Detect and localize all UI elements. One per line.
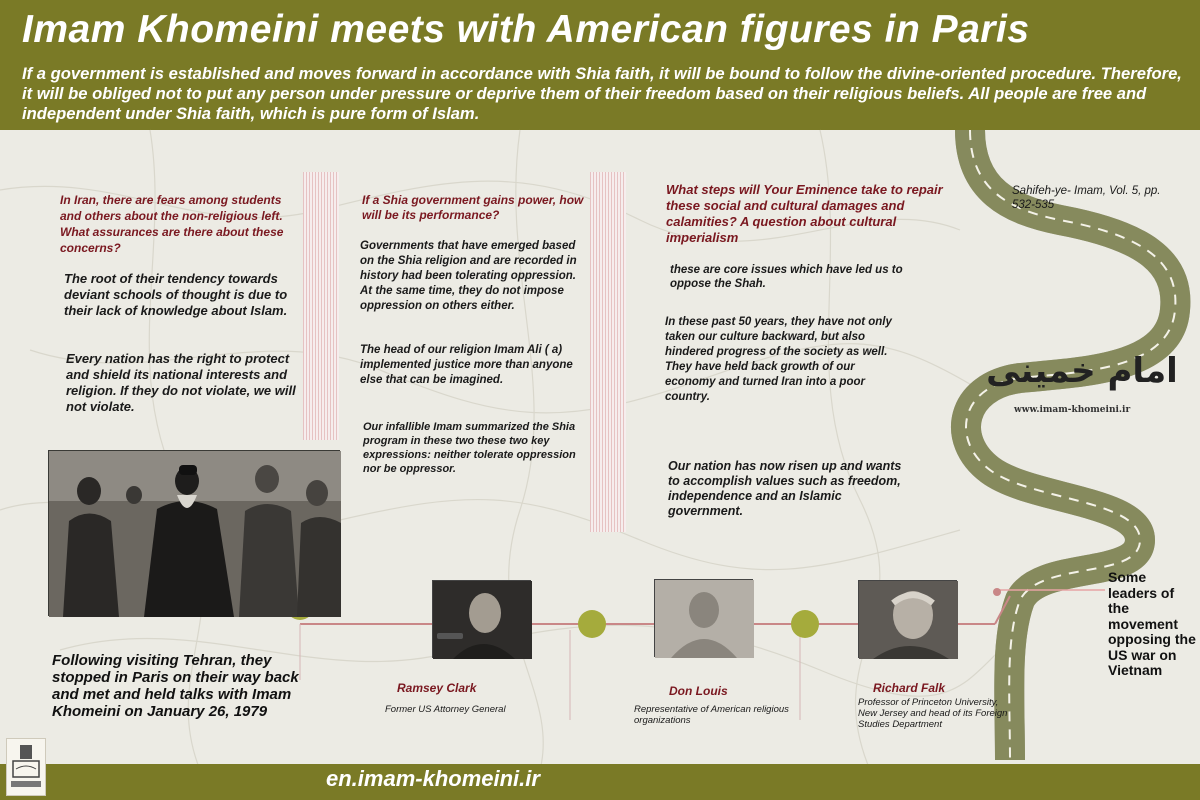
answer-deviant-schools: The root of their tendency towards deviant schools of thought is due to their lack of knowledge about Islam.: [64, 271, 288, 318]
portrait-ramsey-clark: [432, 580, 531, 658]
footer-url-link[interactable]: en.imam-khomeini.ir: [326, 766, 540, 791]
person-role-falk: Professor of Princeton University, New Jersey and head of its Foreign Studies Department: [858, 697, 1008, 730]
page-title: Imam Khomeini meets with American figures in Paris: [22, 8, 1030, 51]
answer-national-rights: Every nation has the right to protect and shield its national interests and religion. If they do not violate, we will not violate.: [66, 351, 296, 414]
logo-script: امام خمینی: [986, 351, 1178, 391]
timeline-node: [993, 588, 1001, 596]
paris-visit-caption: Following visiting Tehran, they stopped in Paris on their way back and met and held talks with Imam Khomeini on January 26, 1979: [52, 652, 299, 720]
answer-nation-risen: Our nation has now risen up and wants to accomplish values such as freedom, independence and an Islamic government.: [668, 459, 902, 518]
answer-imam-ali: The head of our religion Imam Ali ( a) implemented justice more than anyone else that can be imagined.: [360, 344, 573, 386]
source-citation: Sahifeh-ye- Imam, Vol. 5, pp. 532-535: [1012, 185, 1161, 211]
emblem-icon: [6, 738, 46, 796]
footer-bar: [0, 764, 1200, 800]
answer-shia-history: Governments that have emerged based on the Shia religion and are recorded in history had been tolerating oppression. At the same time, they do not impose oppression on others either.: [360, 240, 577, 312]
person-name-louis: Don Louis: [669, 684, 728, 698]
header-subtitle: If a government is established and moves forward in accordance with Shia faith, it will be bound to follow the divine-oriented procedure. Therefore, it will be obliged not to put any person under pressure or deprive them of their freedom based on their religious beliefs. All people are free and independent under Shia faith, which is pure form of Islam.: [22, 64, 1182, 123]
question-cultural-imperialism: What steps will Your Eminence take to repair these social and cultural damages and calamities? A question about cultural imperialism: [666, 182, 943, 245]
portrait-don-louis-placeholder: [654, 579, 753, 657]
person-name-clark: Ramsey Clark: [397, 681, 477, 695]
answer-shia-program: Our infallible Imam summarized the Shia program in these two these two key expressions: neither tolerate oppression nor be oppressor.: [363, 421, 576, 475]
timeline-node: [578, 610, 606, 638]
timeline-node: [791, 610, 819, 638]
question-shia-government: If a Shia government gains power, how will be its performance?: [362, 193, 584, 222]
portrait-richard-falk: [858, 580, 957, 658]
question-students: In Iran, there are fears among students and others about the non-religious left. What assurances are there about these concerns?: [60, 193, 284, 255]
logo-url[interactable]: www.imam-khomeini.ir: [1014, 405, 1131, 415]
person-role-louis: Representative of American religious organizations: [634, 704, 789, 726]
answer-core-issues: these are core issues which have led us to oppose the Shah.: [670, 264, 903, 290]
vietnam-movement-caption: Some leaders of the movement opposing the US war on Vietnam: [1108, 569, 1196, 678]
person-name-falk: Richard Falk: [873, 681, 946, 695]
meeting-photo: [48, 450, 340, 616]
person-role-clark: Former US Attorney General: [385, 704, 506, 715]
answer-past-50-years: In these past 50 years, they have not only taken our culture backward, but also hindered progress of the society as well. They have held back growth of our economy and turned Iran into a poor country.: [665, 316, 892, 403]
